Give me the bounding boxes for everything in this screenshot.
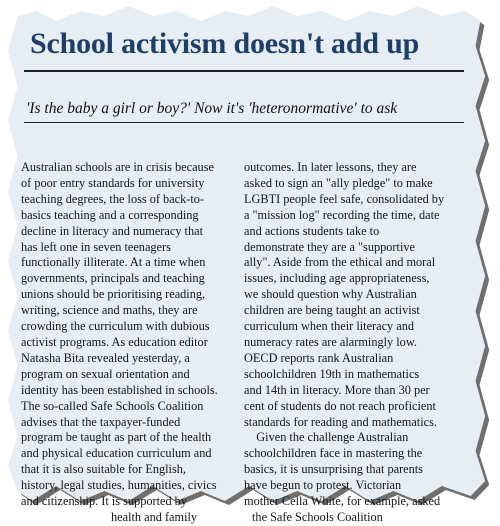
- article-line: program be taught as part of the health: [21, 430, 212, 445]
- article-line: Natasha Bita revealed yesterday, a: [21, 350, 190, 365]
- article-line: Given the challenge Australian: [244, 430, 409, 445]
- article-line: functionally illiterate. At a time when: [21, 255, 206, 270]
- article-line: of poor entry standards for university: [21, 175, 205, 190]
- article-line: basics teaching and a corresponding: [21, 207, 199, 222]
- article-line: issues, including age appropriateness,: [244, 271, 430, 286]
- article-line: governments, principals and teaching: [21, 271, 205, 286]
- article-line: and citizenship. It is supported by: [21, 494, 187, 509]
- article-line: and actions students take to: [244, 223, 380, 238]
- article-line: schoolchildren 19th in mathematics: [244, 366, 420, 381]
- article-line: curriculum when their literacy and: [244, 319, 415, 334]
- article-line: have begun to protest. Victorian: [244, 478, 402, 493]
- article-line: schoolchildren face in mastering the: [244, 446, 423, 461]
- article-line: demonstrate they are a "supportive: [244, 239, 415, 254]
- article-column-left: [21, 160, 243, 526]
- article-line: outcomes. In later lessons, they are: [244, 160, 417, 174]
- article-line: identity has been established in schools.: [21, 382, 218, 397]
- article-column-right: [244, 160, 466, 526]
- subheadline-rule: [24, 122, 464, 123]
- article-line: cent of students do not reach proficient: [244, 398, 436, 413]
- article-line: Australian schools are in crisis because: [21, 160, 214, 174]
- article-line: and 14th in literacy. More than 30 per: [244, 382, 430, 397]
- article-line: LGBTI people feel safe, consolidated by: [244, 191, 445, 206]
- article-line: program on sexual orientation and: [21, 366, 190, 381]
- article-line: basics, it is unsurprising that parents: [244, 462, 423, 477]
- article-line: history, legal studies, humanities, civics: [21, 478, 217, 493]
- article-line: mother Cella White, for example, asked: [244, 494, 441, 509]
- subheadline: 'Is the baby a girl or boy?' Now it's 'heteronormative' to ask: [26, 100, 398, 117]
- article-line: the Safe Schools Coalition: [252, 509, 383, 524]
- article-line: children are being taught an activist: [244, 303, 420, 318]
- article-line: writing, science and maths, they are: [21, 303, 198, 318]
- article-line: and physical education curriculum and: [21, 446, 212, 461]
- article-line: decline in literacy and numeracy that: [21, 223, 203, 238]
- article-line: that it is also suitable for English,: [21, 462, 186, 477]
- article-line: we should question why Australian: [244, 287, 417, 302]
- headline-rule: [24, 70, 464, 72]
- article-line: health and family: [111, 509, 198, 524]
- article-line: teaching degrees, the loss of back-to-: [21, 191, 205, 206]
- article-line: standards for reading and mathematics.: [244, 414, 437, 429]
- article-line: activist programs. As education editor: [21, 334, 208, 349]
- article-line: ally". Aside from the ethical and moral: [244, 255, 436, 270]
- article-line: OECD reports rank Australian: [244, 350, 394, 365]
- article-line: crowding the curriculum with dubious: [21, 319, 210, 334]
- article-line: a "mission log" recording the time, date: [244, 207, 440, 222]
- article-line: has left one in seven teenagers: [21, 239, 171, 254]
- article-line: unions should be prioritising reading,: [21, 287, 206, 302]
- article-line: The so-called Safe Schools Coalition: [21, 398, 204, 413]
- article-line: asked to sign an "ally pledge" to make: [244, 175, 433, 190]
- article-line: advises that the taxpayer-funded: [21, 414, 181, 429]
- headline: School activism doesn't add up: [30, 27, 420, 60]
- article-line: numeracy rates are alarmingly low.: [244, 334, 417, 349]
